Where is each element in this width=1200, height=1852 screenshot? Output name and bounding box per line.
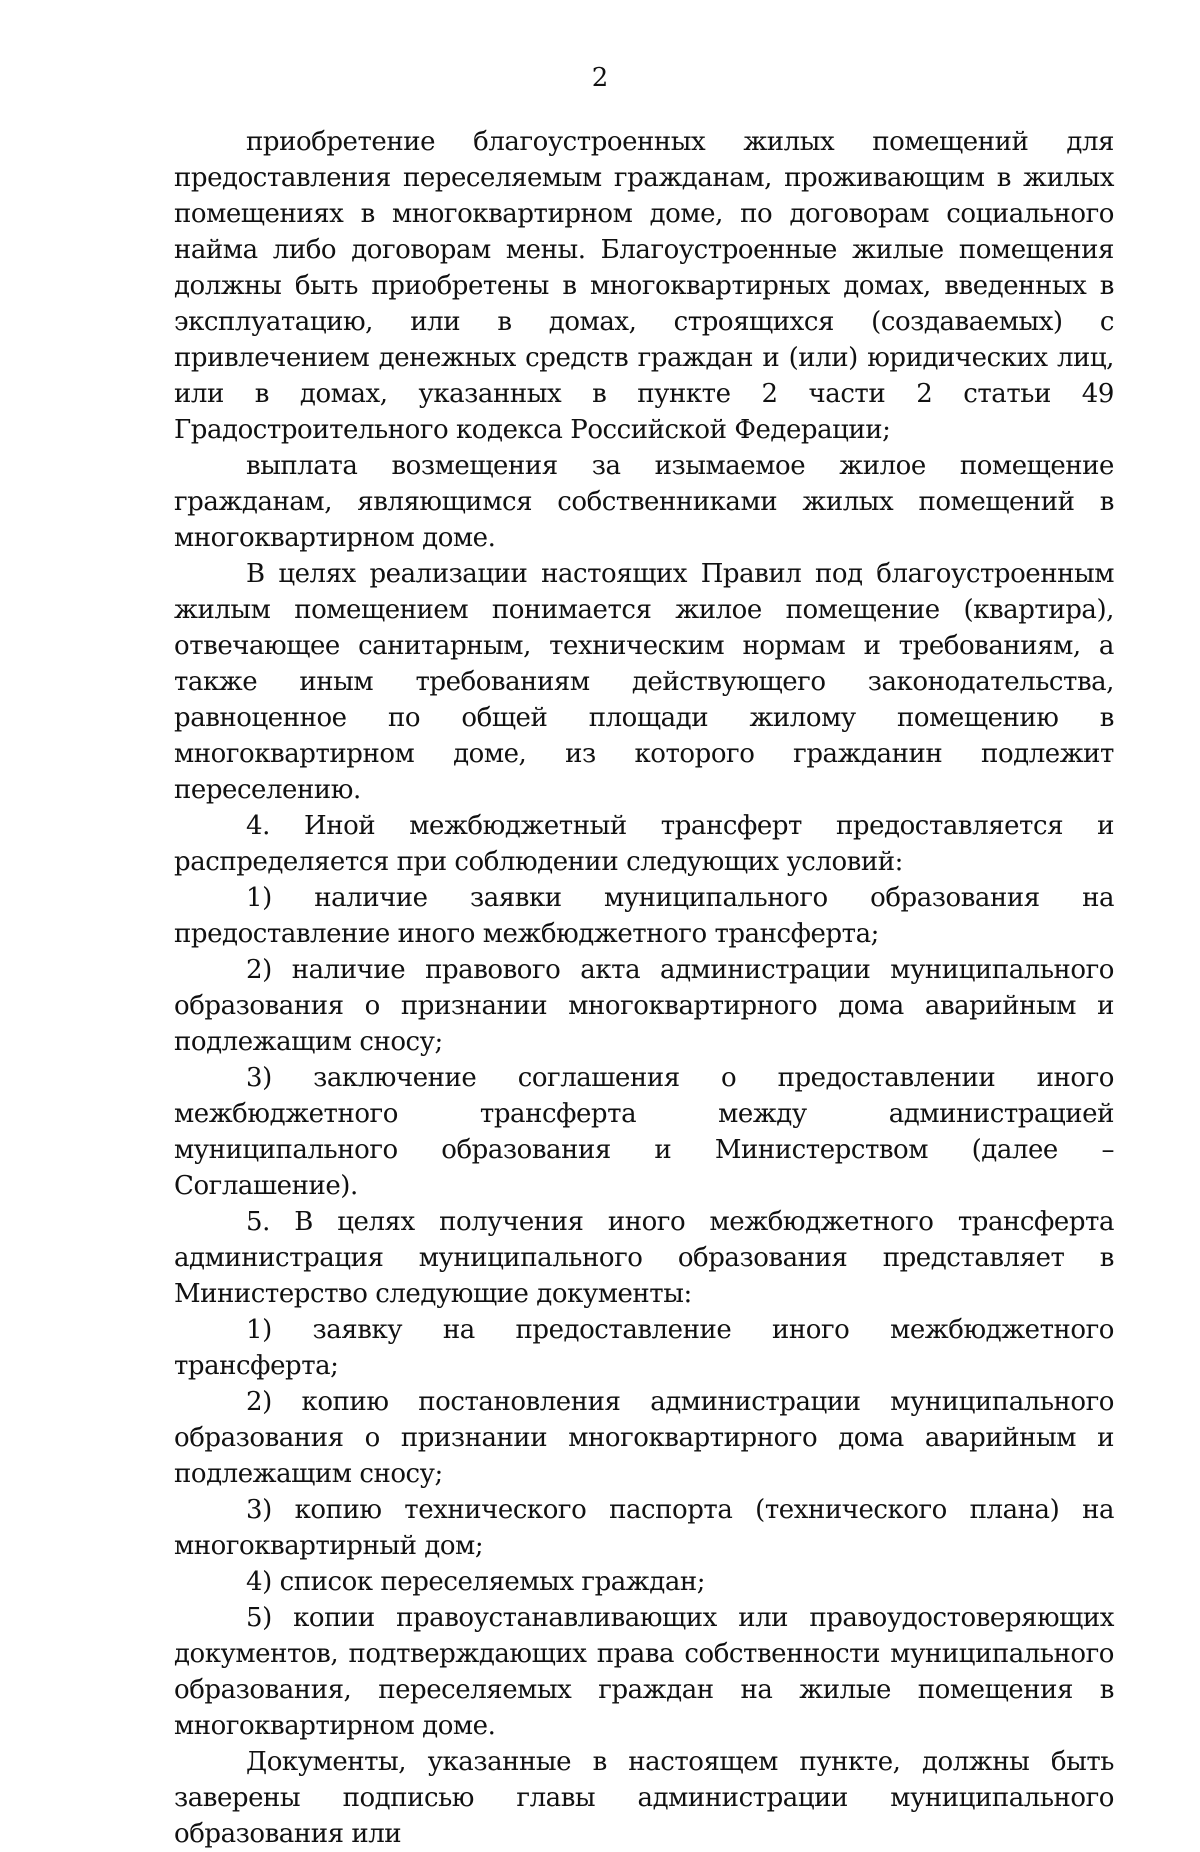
condition-3: 3) заключение соглашения о предоставлении иного межбюджетного трансферта между администрацией муниципального образования и Министерством (далее – Соглашение). xyxy=(174,1063,1114,1201)
paragraph-compensation-payment: выплата возмещения за изымаемое жилое помещение гражданам, являющимся собственниками жилых помещений в многоквартирном доме. xyxy=(174,451,1114,553)
paragraph-housing-purchase: приобретение благоустроенных жилых помещений для предоставления переселяемым гражданам, проживающим в жилых помещениях в многоквартирном доме, по договорам социального найма либо договорам мены. Благоустроенные жилые помещения должны быть приобретены в многоквартирных домах, введенных в эксплуатацию, или в домах, строящихся (создаваемых) с привлечением денежных средств граждан и (или) юридических лиц, или в домах, указанных в пункте 2 части 2 статьи 49 Градостроительного кодекса Российской Федерации; xyxy=(174,127,1114,445)
paragraph-item-5: 5. В целях получения иного межбюджетного трансферта администрация муниципального образования представляет в Министерство следующие документы: xyxy=(174,1207,1114,1309)
document-item-5: 5) копии правоустанавливающих или правоудостоверяющих документов, подтверждающих права собственности муниципального образования, переселяемых граждан на жилые помещения в многоквартирном доме. xyxy=(174,1603,1114,1741)
document-item-1: 1) заявку на предоставление иного межбюджетного трансферта; xyxy=(174,1315,1114,1381)
paragraph-item-4: 4. Иной межбюджетный трансферт предоставляется и распределяется при соблюдении следующих условий: xyxy=(174,811,1114,877)
condition-1: 1) наличие заявки муниципального образования на предоставление иного межбюджетного трансферта; xyxy=(174,883,1114,949)
document-item-4: 4) список переселяемых граждан; xyxy=(246,1567,706,1597)
paragraph-certification: Документы, указанные в настоящем пункте, должны быть заверены подписью главы администрации муниципального образования или xyxy=(174,1747,1114,1849)
document-item-2: 2) копию постановления администрации муниципального образования о признании многоквартирного дома аварийным и подлежащим сносу; xyxy=(174,1387,1114,1489)
document-item-3: 3) копию технического паспорта (технического плана) на многоквартирный дом; xyxy=(174,1495,1114,1561)
paragraph-definition-housing: В целях реализации настоящих Правил под благоустроенным жилым помещением понимается жилое помещение (квартира), отвечающее санитарным, техническим нормам и требованиям, а также иным требованиям действующего законодательства, равноценное по общей площади жилому помещению в многоквартирном доме, из которого гражданин подлежит переселению. xyxy=(174,559,1114,805)
page-number: 2 xyxy=(591,63,609,93)
condition-2: 2) наличие правового акта администрации муниципального образования о признании многоквартирного дома аварийным и подлежащим сносу; xyxy=(174,955,1114,1057)
document-body xyxy=(174,124,1114,1852)
